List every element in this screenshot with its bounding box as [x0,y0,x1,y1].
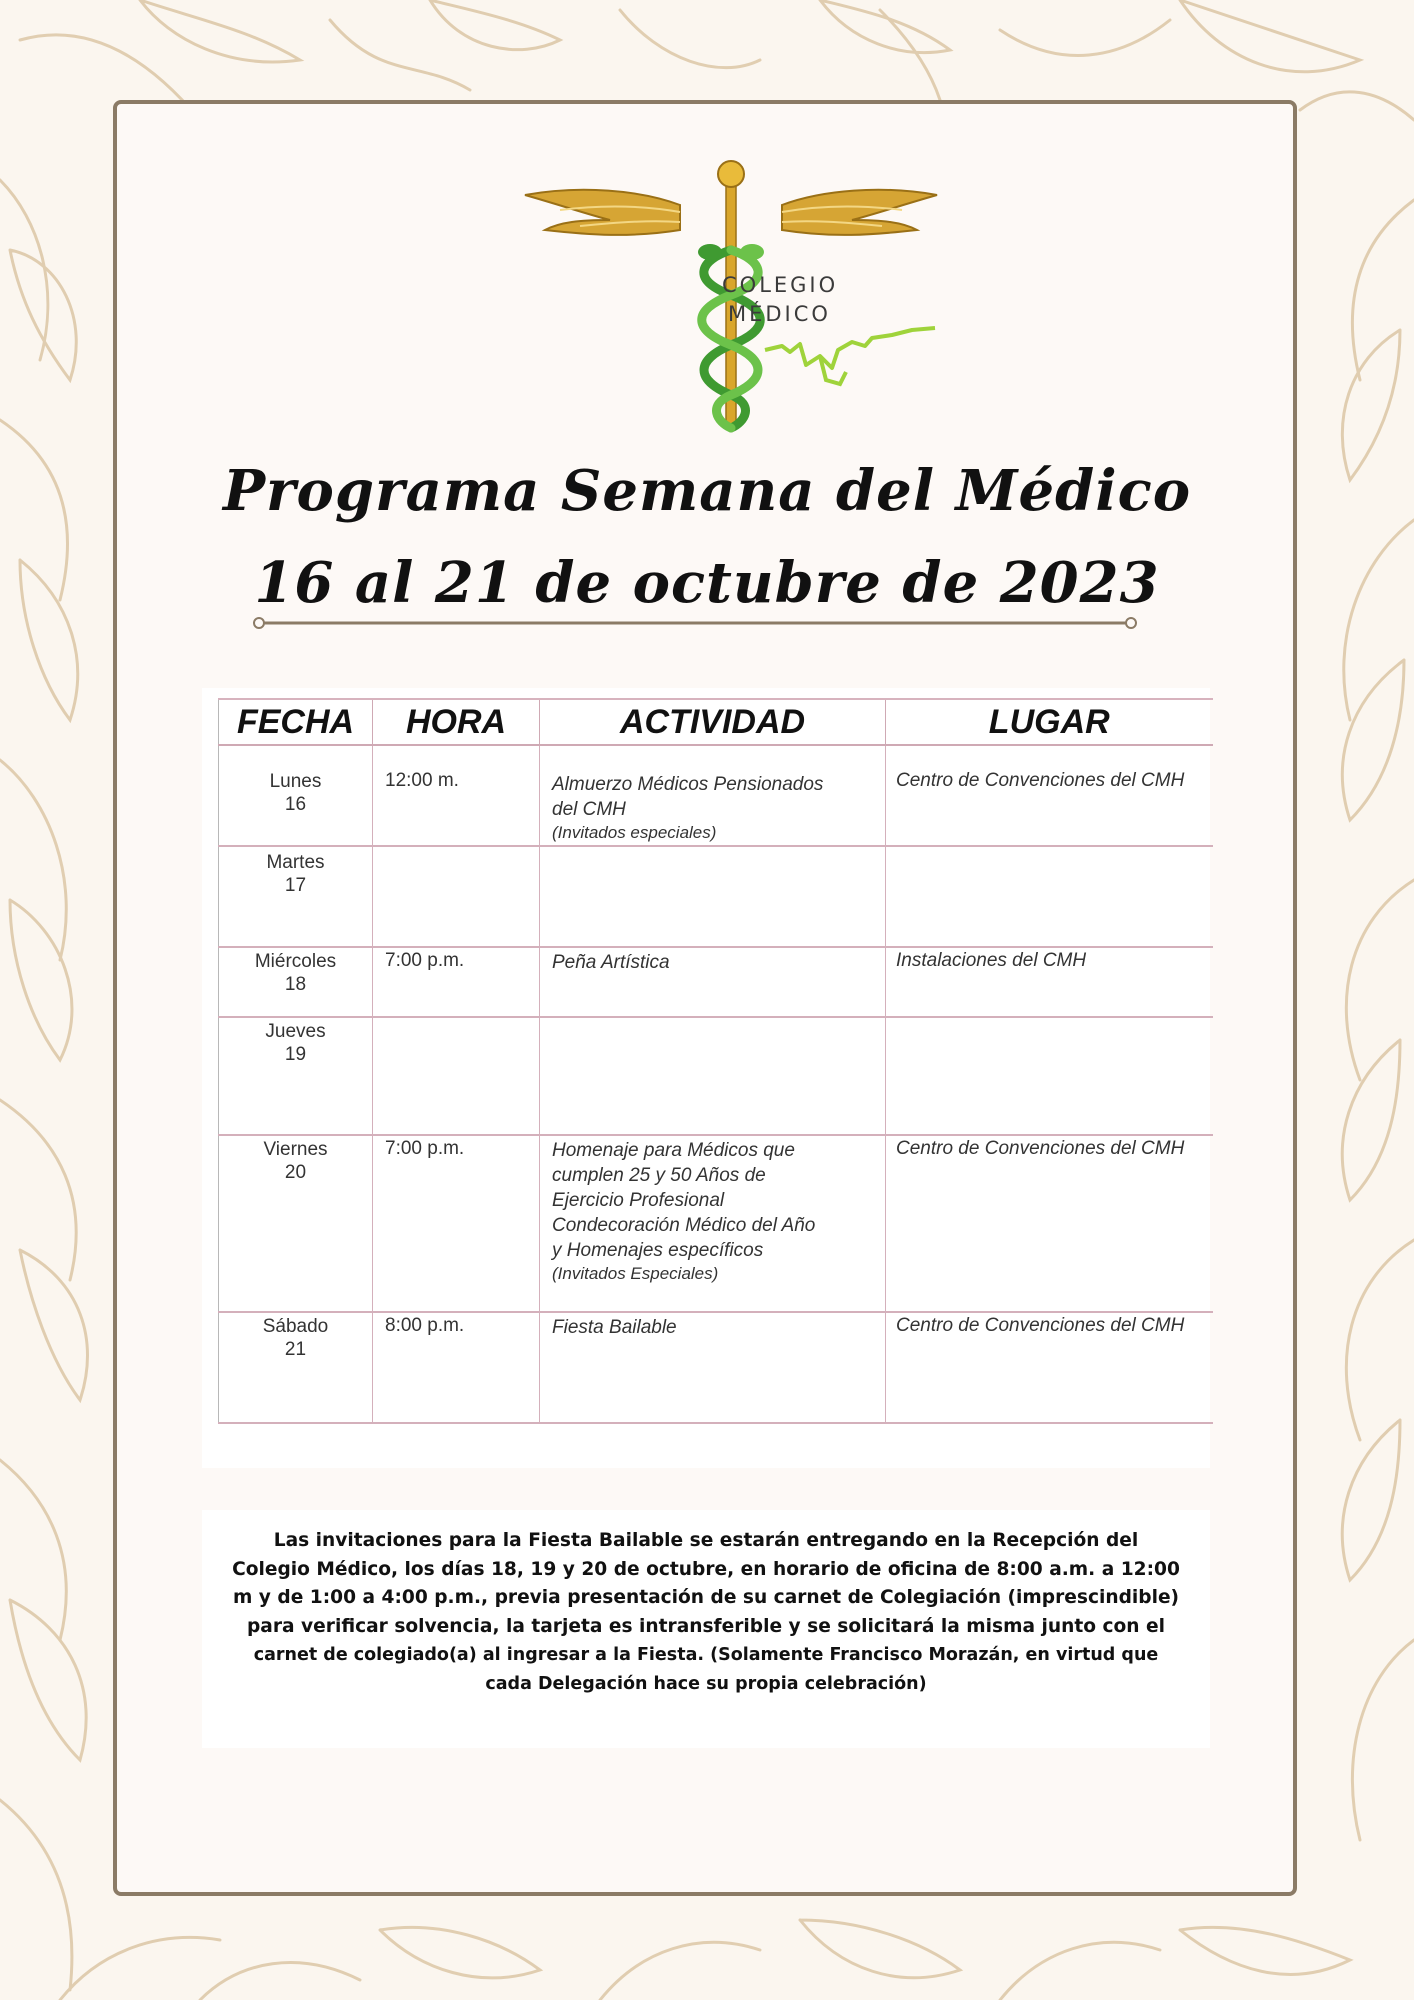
column-header-fecha: FECHA [219,699,373,745]
column-header-lugar: LUGAR [886,699,1213,745]
day-name: Jueves [265,1021,326,1042]
logo-text-colegio: COLEGIO [722,273,839,297]
day-number: 20 [284,1162,307,1183]
column-header-actividad: ACTIVIDAD [540,699,886,745]
cell-hora: 8:00 p.m. [373,1312,540,1423]
column-header-hora: HORA [373,699,540,745]
activity-line: Almuerzo Médicos Pensionados [552,774,824,795]
day-number: 19 [284,1044,307,1065]
logo-text-medico: MÉDICO [728,302,831,326]
table-header-row [219,699,1213,745]
table-row [219,947,1213,1017]
day-name: Viernes [263,1139,328,1160]
day-name: Sábado [262,1316,329,1337]
activity-note: (Invitados especiales) [552,823,717,842]
notice-line: m y de 1:00 a 4:00 p.m., previa presentación de su carnet de Colegiación (imprescindible) [232,1587,1180,1608]
cell-fecha [219,1312,373,1423]
activity-line: del CMH [552,799,626,820]
cell-lugar: Centro de Convenciones del CMH [886,1135,1213,1312]
notice-line: para verificar solvencia, la tarjeta es intransferible y se solicitará la misma junto con el [247,1615,1165,1637]
table-row [219,745,1213,846]
day-name: Miércoles [254,951,337,972]
table-row [219,1312,1213,1423]
day-number: 21 [284,1339,307,1360]
page-title: Programa Semana del Médico [222,458,1192,524]
cell-lugar: Centro de Convenciones del CMH [886,1312,1213,1423]
activity-line: Peña Artística [552,952,670,973]
activity-line: y Homenajes específicos [552,1240,764,1261]
cell-actividad [540,947,886,1017]
schedule-table [218,698,1213,1424]
table-row [219,1017,1213,1135]
cell-actividad [540,846,886,947]
notice-line: carnet de colegiado(a) al ingresar a la Fiesta. (Solamente Francisco Morazán, en virtud que [253,1645,1159,1665]
table-row [219,1135,1213,1312]
day-name: Martes [266,852,325,873]
table-row [219,846,1213,947]
day-number: 18 [284,974,307,995]
activity-line: cumplen 25 y 50 Años de [552,1165,766,1186]
cell-fecha [219,846,373,947]
cell-hora: 12:00 m. [373,745,540,846]
activity-line: Ejercicio Profesional [552,1190,725,1211]
cell-fecha [219,1017,373,1135]
page-subtitle-dates: 16 al 21 de octubre de 2023 [254,550,1160,616]
activity-line: Homenaje para Médicos que [552,1140,795,1161]
day-number: 16 [284,794,307,815]
cell-lugar: Instalaciones del CMH [886,947,1213,1017]
cell-fecha [219,745,373,846]
day-number: 17 [284,875,307,896]
cell-actividad [540,1312,886,1423]
day-name: Lunes [269,771,322,792]
cell-lugar: Centro de Convenciones del CMH [886,745,1213,846]
cell-hora: 7:00 p.m. [373,1135,540,1312]
notice-line: Colegio Médico, los días 18, 19 y 20 de octubre, en horario de oficina de 8:00 a.m. a 12:00 [232,1558,1180,1580]
cell-fecha [219,947,373,1017]
title-divider [252,616,1138,630]
activity-line: Fiesta Bailable [552,1317,677,1338]
activity-line: Condecoración Médico del Año [552,1215,816,1236]
cell-lugar [886,1017,1213,1135]
notice-line: Las invitaciones para la Fiesta Bailable se estarán entregando en la Recepción del [273,1530,1139,1551]
cell-lugar [886,846,1213,947]
caduceus-logo [520,160,940,435]
cell-hora [373,1017,540,1135]
cell-actividad [540,745,886,846]
cell-actividad [540,1017,886,1135]
cell-fecha [219,1135,373,1312]
cell-hora [373,846,540,947]
invitation-notice [212,1527,1200,1698]
notice-line: cada Delegación hace su propia celebración) [485,1673,927,1694]
cell-actividad [540,1135,886,1312]
cell-hora: 7:00 p.m. [373,947,540,1017]
activity-note: (Invitados Especiales) [552,1264,719,1283]
